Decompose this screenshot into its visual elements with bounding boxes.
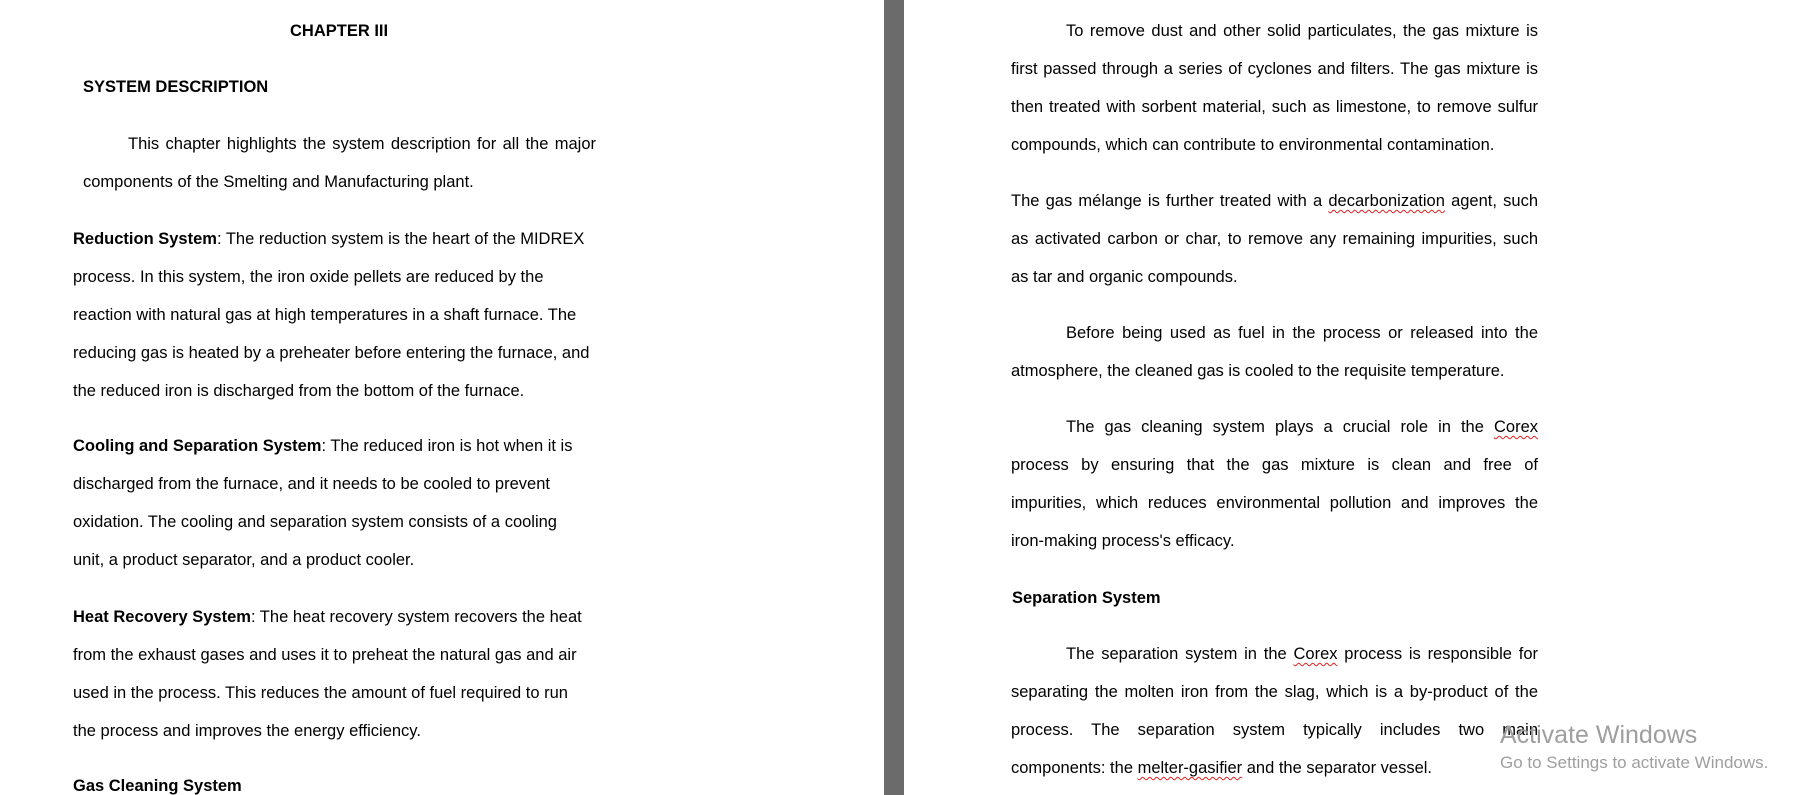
activate-windows-title: Activate Windows <box>1500 721 1698 749</box>
separation-line-text: The separation system in the <box>1066 645 1287 663</box>
reduction-paragraph-first-line <box>73 228 584 250</box>
dust-paragraph-line: first passed through a series of cyclones and filters. The gas mixture is <box>1011 60 1538 78</box>
chapter-title: CHAPTER III <box>290 22 389 40</box>
section-title: SYSTEM DESCRIPTION <box>83 78 269 96</box>
separation-line-text: components: the <box>1011 759 1133 777</box>
spellcheck-flagged-word[interactable]: Corex <box>1493 418 1538 436</box>
intro-paragraph-line: This chapter highlights the system description for all the major <box>128 135 596 153</box>
melange-line-text: The gas mélange is further treated with a <box>1011 192 1323 210</box>
gas-cleaning-heading: Gas Cleaning System <box>73 777 242 795</box>
cooling-first-line-text: : The reduced iron is hot when it is <box>321 437 573 455</box>
melange-paragraph-line <box>1011 190 1538 212</box>
melange-paragraph-line: as tar and organic compounds. <box>1011 268 1238 286</box>
dust-paragraph-line: compounds, which can contribute to environmental contamination. <box>1011 136 1495 154</box>
reduction-paragraph-line: reducing gas is heated by a preheater before entering the furnace, and <box>73 344 590 362</box>
document-page-left[interactable] <box>0 0 884 795</box>
crucial-role-paragraph-line: iron-making process's efficacy. <box>1011 532 1235 550</box>
separation-paragraph-line: process. The separation system typically includes two main <box>1011 721 1538 739</box>
heat-recovery-paragraph-line: from the exhaust gases and uses it to preheat the natural gas and air <box>73 646 577 664</box>
cooling-paragraph-line: unit, a product separator, and a product cooler. <box>73 551 415 569</box>
intro-paragraph-line: components of the Smelting and Manufacturing plant. <box>83 173 474 191</box>
heat-recovery-first-line-text: : The heat recovery system recovers the heat <box>250 608 582 626</box>
crucial-role-paragraph-line <box>1066 416 1538 438</box>
reduction-paragraph-line: reaction with natural gas at high temperatures in a shaft furnace. The <box>73 306 577 324</box>
separation-line-text: and the separator vessel. <box>1246 759 1432 777</box>
cooling-paragraph-first-line <box>73 435 572 457</box>
heat-recovery-paragraph-first-line <box>73 606 582 628</box>
heat-recovery-paragraph-line: the process and improves the energy efficiency. <box>73 722 421 740</box>
separation-paragraph-line <box>1066 643 1538 665</box>
cooling-gas-paragraph-line: atmosphere, the cleaned gas is cooled to the requisite temperature. <box>1011 362 1505 380</box>
cooling-heading: Cooling and Separation System <box>73 437 322 455</box>
dust-paragraph-line: then treated with sorbent material, such as limestone, to remove sulfur <box>1011 98 1538 116</box>
separation-line-text: process is responsible for <box>1344 645 1538 663</box>
page-divider <box>884 0 904 795</box>
spellcheck-flagged-word[interactable]: melter-gasifier <box>1137 759 1243 777</box>
crucial-role-paragraph-line: impurities, which reduces environmental pollution and improves the <box>1011 494 1538 512</box>
cooling-paragraph-line: discharged from the furnace, and it needs to be cooled to prevent <box>73 475 550 493</box>
dust-paragraph-line: To remove dust and other solid particulates, the gas mixture is <box>1066 22 1538 40</box>
reduction-first-line-text: : The reduction system is the heart of the MIDREX <box>216 230 585 248</box>
cooling-paragraph-line: oxidation. The cooling and separation system consists of a cooling <box>73 513 557 531</box>
reduction-heading: Reduction System <box>73 230 217 248</box>
reduction-paragraph-line: process. In this system, the iron oxide pellets are reduced by the <box>73 268 544 286</box>
crucial-role-line-text: The gas cleaning system plays a crucial role in the <box>1066 418 1484 436</box>
heat-recovery-paragraph-line: used in the process. This reduces the amount of fuel required to run <box>73 684 568 702</box>
melange-paragraph-line: as activated carbon or char, to remove any remaining impurities, such <box>1011 230 1538 248</box>
reduction-paragraph-line: the reduced iron is discharged from the bottom of the furnace. <box>73 382 525 400</box>
spellcheck-flagged-word[interactable]: Corex <box>1293 645 1338 663</box>
separation-paragraph-line <box>1011 757 1432 779</box>
document-page-right[interactable] <box>904 0 1799 795</box>
cooling-gas-paragraph-line: Before being used as fuel in the process or released into the <box>1066 324 1538 342</box>
separation-heading: Separation System <box>1012 589 1161 607</box>
heat-recovery-heading: Heat Recovery System <box>73 608 251 626</box>
spellcheck-flagged-word[interactable]: decarbonization <box>1328 192 1445 210</box>
activate-windows-subtitle: Go to Settings to activate Windows. <box>1500 753 1769 772</box>
crucial-role-paragraph-line: process by ensuring that the gas mixture is clean and free of <box>1011 456 1538 474</box>
melange-line-text: agent, such <box>1451 192 1538 210</box>
separation-paragraph-line: separating the molten iron from the slag, which is a by-product of the <box>1011 683 1538 701</box>
